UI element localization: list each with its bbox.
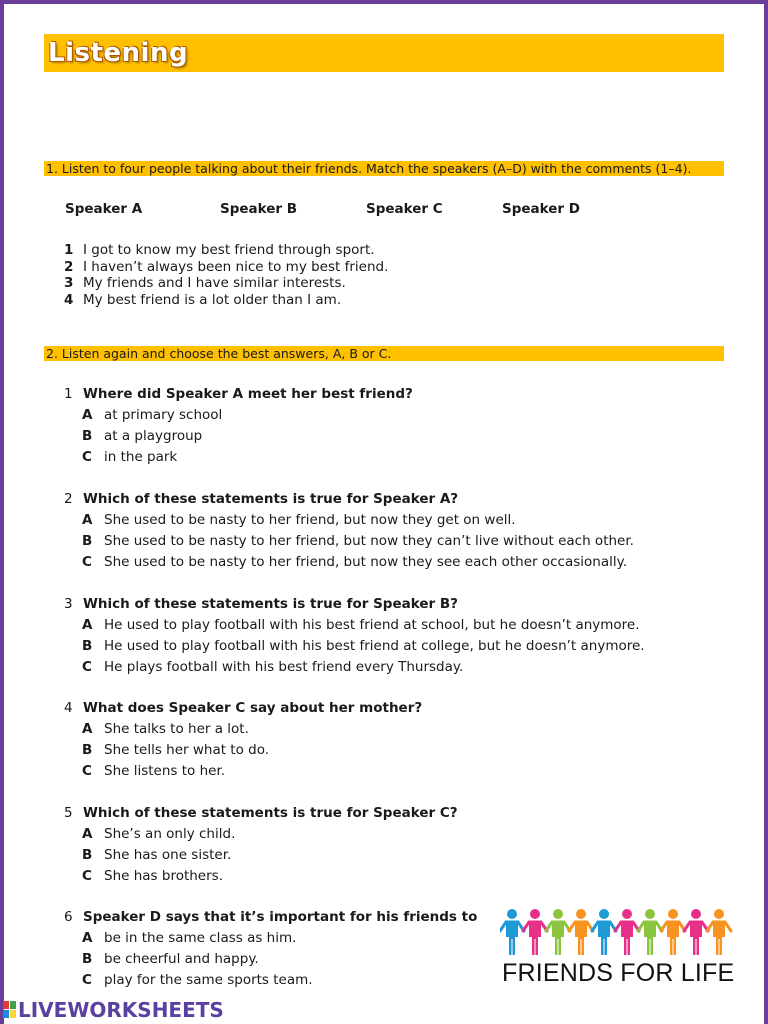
option-text: She listens to her. [104, 763, 226, 779]
answer-option[interactable] [82, 721, 249, 737]
page-title: Listening [48, 38, 189, 68]
option-text: She has one sister. [104, 847, 232, 863]
person-figure-icon [500, 909, 524, 955]
option-text: She has brothers. [104, 868, 223, 884]
question-number: 5 [64, 805, 73, 821]
answer-option[interactable] [82, 407, 222, 423]
option-letter: B [82, 533, 93, 549]
option-letter: A [82, 721, 93, 737]
option-text: He plays football with his best friend every Thursday. [104, 659, 464, 675]
option-text: at primary school [104, 407, 223, 423]
comment-text: I got to know my best friend through sport. [83, 242, 375, 258]
option-letter: B [82, 428, 93, 444]
option-letter: A [82, 407, 93, 423]
answer-option[interactable] [82, 638, 645, 654]
question-number: 2 [64, 491, 73, 507]
option-text: in the park [104, 449, 178, 465]
answer-option[interactable] [82, 512, 516, 528]
option-letter: C [82, 972, 92, 988]
answer-option[interactable] [82, 951, 259, 967]
answer-option[interactable] [82, 742, 269, 758]
people-chain-icon [500, 907, 736, 959]
option-text: at a playgroup [104, 428, 203, 444]
option-text: He used to play football with his best friend at school, but he doesn’t anymore. [104, 617, 640, 633]
option-text: She talks to her a lot. [104, 721, 249, 737]
person-figure-icon [569, 909, 593, 955]
question-number: 3 [64, 596, 73, 612]
option-text: She’s an only child. [104, 826, 236, 842]
option-letter: B [82, 742, 93, 758]
person-figure-icon [546, 909, 570, 955]
option-letter: C [82, 554, 92, 570]
title-banner [44, 34, 724, 72]
section-2-instruction: 2. Listen again and choose the best answers, A, B or C. [46, 346, 392, 361]
question-number: 1 [64, 386, 73, 402]
option-letter: A [82, 826, 93, 842]
question [64, 596, 458, 612]
comment-item [64, 275, 346, 292]
option-letter: C [82, 763, 92, 779]
option-letter: A [82, 512, 93, 528]
answer-option[interactable] [82, 428, 202, 444]
option-text: be in the same class as him. [104, 930, 297, 946]
option-letter: C [82, 449, 92, 465]
question-text: Which of these statements is true for Speaker B? [83, 596, 458, 612]
option-letter: A [82, 930, 93, 946]
person-figure-icon [661, 909, 685, 955]
question [64, 491, 458, 507]
speaker-b-label: Speaker B [220, 201, 298, 217]
comment-number: 3 [64, 275, 74, 291]
person-figure-icon [592, 909, 616, 955]
question [64, 700, 422, 716]
option-letter: C [82, 868, 92, 884]
person-figure-icon [684, 909, 708, 955]
option-text: She used to be nasty to her friend, but now they can’t live without each other. [104, 533, 634, 549]
answer-option[interactable] [82, 847, 231, 863]
comment-number: 4 [64, 292, 74, 308]
answer-option[interactable] [82, 449, 177, 465]
option-letter: B [82, 951, 93, 967]
answer-option[interactable] [82, 930, 296, 946]
question-number: 6 [64, 909, 73, 925]
option-text: play for the same sports team. [104, 972, 313, 988]
speaker-a-label: Speaker A [65, 201, 143, 217]
question-text: Where did Speaker A meet her best friend? [83, 386, 413, 402]
option-text: be cheerful and happy. [104, 951, 259, 967]
comment-text: My friends and I have similar interests. [83, 275, 346, 291]
comment-text: My best friend is a lot older than I am. [83, 292, 342, 308]
question [64, 386, 413, 402]
comment-item [64, 259, 388, 276]
option-letter: A [82, 617, 93, 633]
answer-option[interactable] [82, 554, 627, 570]
person-figure-icon [638, 909, 662, 955]
liveworksheets-logo-icon [3, 1001, 17, 1019]
friends-for-life-logo [500, 907, 736, 991]
logo-text: FRIENDS FOR LIFE [502, 959, 735, 987]
comment-item [64, 292, 341, 309]
answer-option[interactable] [82, 868, 223, 884]
question-number: 4 [64, 700, 73, 716]
section-1-instruction: 1. Listen to four people talking about their friends. Match the speakers (A–D) with the comments (1–4). [46, 161, 692, 176]
question-text: Which of these statements is true for Speaker C? [83, 805, 458, 821]
comment-number: 2 [64, 259, 74, 275]
option-text: She tells her what to do. [104, 742, 270, 758]
answer-option[interactable] [82, 617, 640, 633]
option-letter: C [82, 659, 92, 675]
question-text: Which of these statements is true for Speaker A? [83, 491, 459, 507]
question-text: Speaker D says that it’s important for his friends to [83, 909, 478, 925]
liveworksheets-brand: LIVEWORKSHEETS [18, 998, 224, 1022]
comment-item [64, 242, 375, 259]
question [64, 909, 477, 925]
answer-option[interactable] [82, 826, 235, 842]
comment-text: I haven’t always been nice to my best friend. [83, 259, 389, 275]
question [64, 805, 458, 821]
option-text: She used to be nasty to her friend, but now they get on well. [104, 512, 516, 528]
speaker-d-label: Speaker D [502, 201, 580, 217]
comment-number: 1 [64, 242, 74, 258]
answer-option[interactable] [82, 659, 463, 675]
footer-brand[interactable] [0, 996, 768, 1024]
speaker-c-label: Speaker C [366, 201, 443, 217]
answer-option[interactable] [82, 972, 313, 988]
person-figure-icon [523, 909, 547, 955]
option-letter: B [82, 847, 93, 863]
section-1-instruction-bar [44, 161, 724, 176]
answer-option[interactable] [82, 533, 634, 549]
person-figure-icon [707, 909, 731, 955]
question-text: What does Speaker C say about her mother? [83, 700, 423, 716]
answer-option[interactable] [82, 763, 225, 779]
person-figure-icon [615, 909, 639, 955]
section-2-instruction-bar [44, 346, 724, 361]
option-letter: B [82, 638, 93, 654]
option-text: She used to be nasty to her friend, but now they see each other occasionally. [104, 554, 627, 570]
option-text: He used to play football with his best friend at college, but he doesn’t anymore. [104, 638, 645, 654]
